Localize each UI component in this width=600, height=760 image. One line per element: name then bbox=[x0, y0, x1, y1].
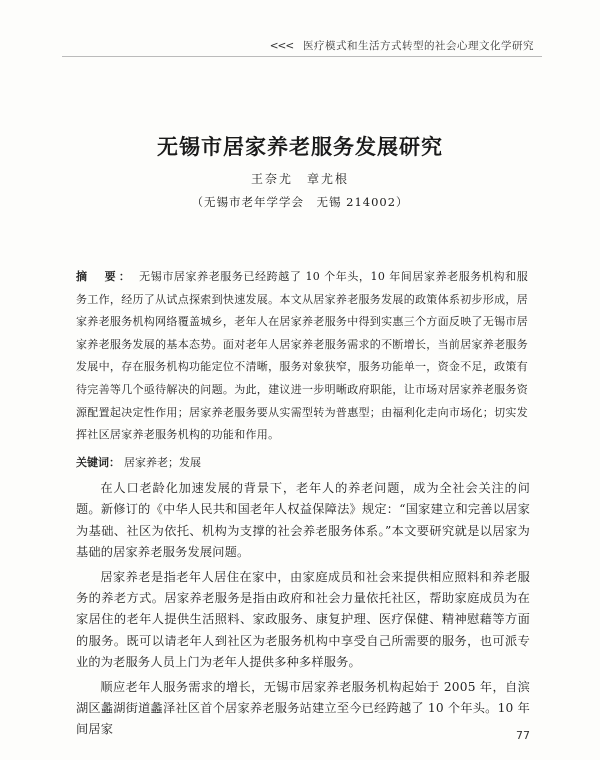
keywords-text: 居家养老；发展 bbox=[124, 456, 201, 469]
body-paragraph: 在人口老龄化加速发展的背景下，老年人的养老问题，成为全社会关注的问题。新修订的《中华人民共和国老年人权益保障法》规定：“国家建立和完善以居家为基础、社区为依托、机构为支撑的社会养老服务体系。”本文要研究就是以居家为基础的居家养老服务发展问题。 bbox=[76, 481, 530, 560]
article-authors: 王奈尤 章尤根 bbox=[250, 172, 349, 186]
abstract bbox=[76, 266, 528, 447]
keywords bbox=[76, 452, 528, 474]
keywords-label: 关键词： bbox=[76, 456, 120, 469]
header-chevrons: <<< bbox=[269, 40, 294, 52]
body-text bbox=[76, 478, 530, 744]
body-paragraph: 居家养老是指老年人居住在家中，由家庭成员和社会来提供相应照料和养老服务的养老方式。居家养老服务是指由政府和社会力量依托社区，帮助家庭成员为在家居住的老年人提供生活照料、家政服务、康复护理、医疗保健、精神慰藉等方面的服务。既可以请老年人到社区为老服务机构中享受自己所需要的服务，也可派专业的为老服务人员上门为老年人提供多种多样服务。 bbox=[76, 569, 530, 670]
header-running-title: 医疗模式和生活方式转型的社会心理文化学研究 bbox=[303, 40, 534, 52]
running-header bbox=[270, 38, 534, 53]
header-rule bbox=[62, 56, 542, 57]
abstract-label: 摘 要： bbox=[76, 270, 134, 283]
article-title: 无锡市居家养老服务发展研究 bbox=[157, 134, 443, 159]
body-paragraph: 顺应老年人服务需求的增长，无锡市居家养老服务机构起始于 2005 年，自滨湖区蠡湖街道蠡泽社区首个居家养老服务站建立至今已经跨越了 10 个年头。10 年间居家 bbox=[76, 679, 530, 737]
page-number: 77 bbox=[516, 729, 530, 742]
article-affiliation: （无锡市老年学学会 无锡 214002） bbox=[191, 195, 409, 209]
abstract-text: 无锡市居家养老服务已经跨越了 10 个年头，10 年间居家养老服务机构和服务工作，经历了从试点探索到快速发展。本文从居家养老服务发展的政策体系初步形成，居家养老服务机构网络覆盖城乡，老年人在居家养老服务中得到实惠三个方面反映了无锡市居家养老服务发展的基本态势。面对老年人居家养老服务需求的不断增长，当前居家养老服务发展中，存在服务机构功能定位不清晰，服务对象狭窄，服务功能单一，资金不足，政策有待完善等几个亟待解决的问题。为此，建议进一步明晰政府职能，让市场对居家养老服务资源配置起决定性作用；居家养老服务要从实需型转为普惠型；由福利化走向市场化；切实发挥社区居家养老服务机构的功能和作用。 bbox=[76, 270, 528, 442]
